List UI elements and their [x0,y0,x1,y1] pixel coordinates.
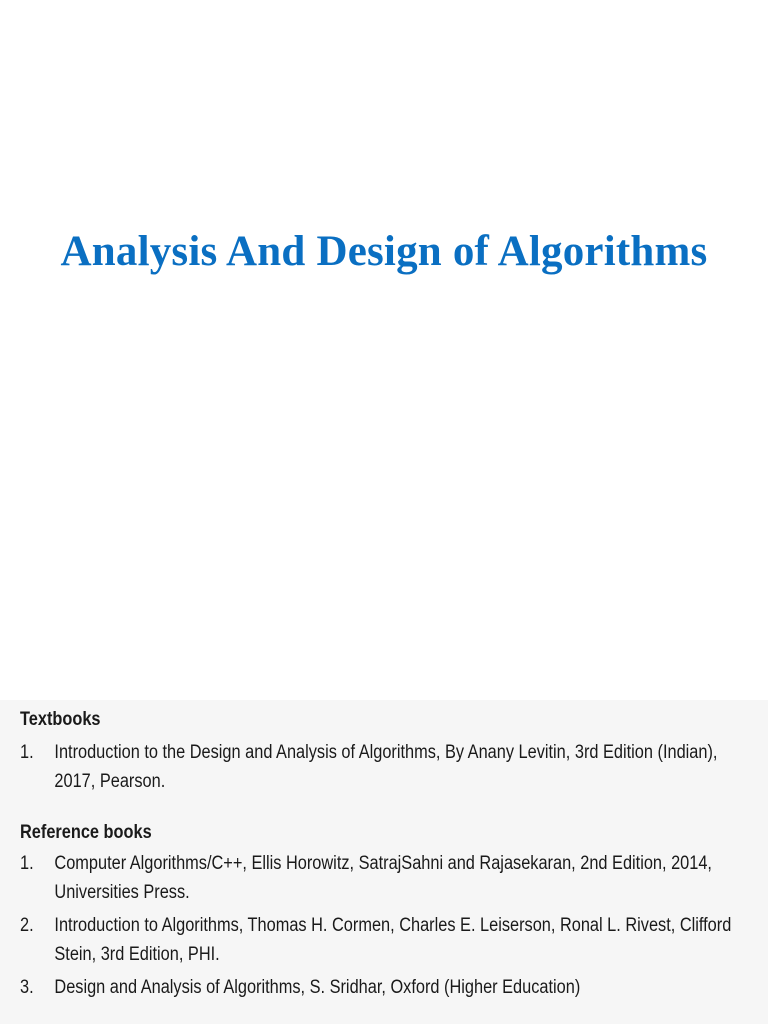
page-title: Analysis And Design of Algorithms [60,228,708,275]
textbooks-heading: Textbooks [20,709,101,730]
list-item-text-continued: Universities Press. [54,882,190,903]
reference-item-1 [20,849,760,907]
list-item-text: Computer Algorithms/C++, Ellis Horowitz, SatrajSahni and Rajasekaran, 2nd Edition, 2014, [54,853,712,874]
list-item-text: Introduction to the Design and Analysis of Algorithms, By Anany Levitin, 3rd Edition (Indian), [54,742,718,763]
list-item-text: Design and Analysis of Algorithms, S. Sridhar, Oxford (Higher Education) [54,977,581,998]
list-number: 1. [20,853,34,874]
list-item-text: Introduction to Algorithms, Thomas H. Cormen, Charles E. Leiserson, Ronal L. Rivest, Clifford [54,915,732,936]
list-number: 1. [20,742,34,763]
list-item-text-continued: Stein, 3rd Edition, PHI. [54,944,220,965]
list-item-text-continued: 2017, Pearson. [54,771,166,792]
reference-books-heading: Reference books [20,822,152,843]
list-number: 3. [20,977,34,998]
textbook-item-1 [20,738,760,796]
syllabus-section [0,700,768,1024]
reference-item-3 [20,973,760,1002]
list-number: 2. [20,915,34,936]
reference-item-2 [20,911,760,969]
